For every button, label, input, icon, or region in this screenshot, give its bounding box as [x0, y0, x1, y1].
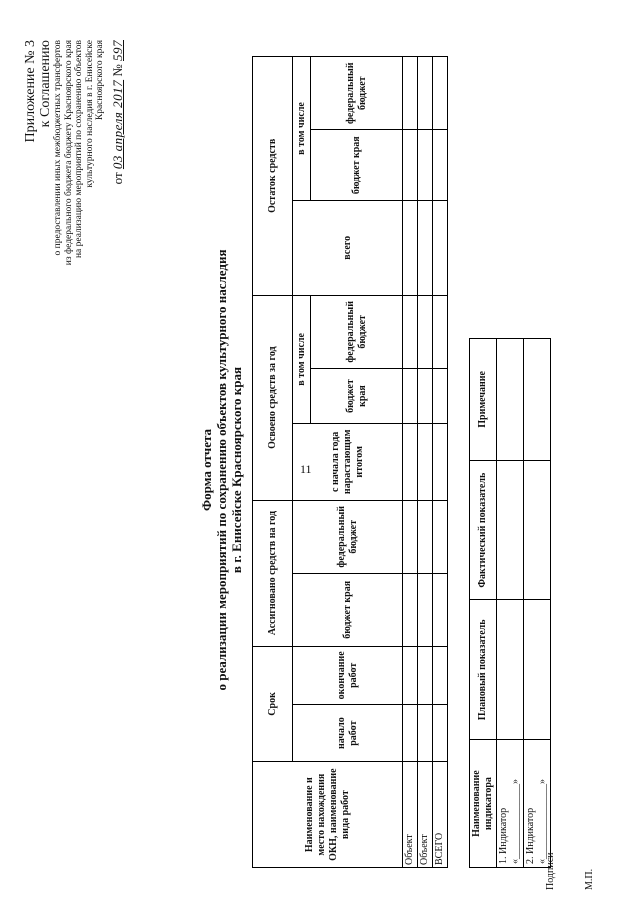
header-spent-federal: федеральный бюджет — [311, 295, 403, 368]
appendix-agreement: к Соглашению — [38, 40, 53, 128]
handwritten-number: 597 — [109, 40, 125, 61]
signatures-label: Подписи — [545, 852, 556, 890]
appendix-number: Приложение № 3 — [23, 40, 38, 143]
indicator-row — [524, 339, 551, 868]
header-fact: Фактический показатель — [470, 460, 497, 600]
title-line-3: в г. Енисейске Красноярского края — [229, 366, 244, 574]
header-spent: Освоено средств за год — [253, 295, 293, 500]
header-note: Примечание — [470, 339, 497, 461]
sig-prefix: от — [109, 172, 125, 185]
header-term-start: начало работ — [293, 705, 403, 762]
header-rest: Остаток средств — [253, 57, 293, 296]
header-term-end: окончание работ — [293, 646, 403, 704]
appendix-header — [23, 40, 125, 290]
header-spent-region: бюджет края — [311, 369, 403, 424]
header-plan: Плановый показатель — [470, 600, 497, 740]
appendix-signature-line — [110, 40, 125, 290]
title-line-2: о реализации мероприятий по сохранению объектов культурного наследия — [214, 249, 229, 691]
header-object-name: Наименование и место нахождения ОКН, наименование вида работ — [253, 762, 403, 868]
header-rest-incl: в том числе — [293, 57, 311, 201]
appendix-desc-4: культурного наследия в г. Енисейске — [84, 40, 95, 188]
row-label: ВСЕГО — [433, 762, 448, 868]
rotated-page — [15, 20, 615, 890]
sig-no-label: № — [109, 64, 125, 77]
report-table — [252, 56, 448, 868]
header-assigned-federal: федеральный бюджет — [293, 500, 403, 573]
indicator-table — [469, 338, 551, 868]
table-row-total — [433, 57, 448, 868]
header-rest-total: всего — [293, 200, 403, 295]
indicator-row — [497, 339, 524, 868]
header-spent-cumulative: с начала года нарастающим итогом — [293, 424, 403, 501]
page-number: 11 — [300, 462, 312, 476]
header-indicator-name: Наименование индикатора — [470, 740, 497, 868]
handwritten-date: 03 апреля 2017 — [109, 79, 125, 170]
row-label: Объект — [418, 762, 433, 868]
appendix-desc-3: на реализацию мероприятий по сохранению объектов — [74, 40, 84, 259]
row-label: Объект — [403, 762, 418, 868]
form-title — [199, 90, 244, 850]
title-line-1: Форма отчета — [199, 428, 214, 512]
seal-label: М.П. — [584, 868, 595, 890]
indicator-label: 1. Индикатор «_______________» — [497, 740, 524, 868]
appendix-desc-1: о предоставлении иных межбюджетных трансфертов — [53, 40, 63, 256]
header-term: Срок — [253, 646, 293, 762]
header-rest-region: бюджет края — [311, 130, 403, 200]
indicator-label: 2. Индикатор «_______________» — [524, 740, 551, 868]
header-rest-federal: федеральный бюджет — [311, 57, 403, 130]
appendix-desc-5: Красноярского края — [95, 40, 105, 121]
appendix-desc-2: из федерального бюджета бюджету Красноярского края — [63, 40, 74, 266]
table-row — [403, 57, 418, 868]
table-row — [418, 57, 433, 868]
header-assigned-region: бюджет края — [293, 573, 403, 646]
header-assigned: Ассигновано средств на год — [253, 500, 293, 646]
header-spent-incl: в том числе — [293, 295, 311, 423]
